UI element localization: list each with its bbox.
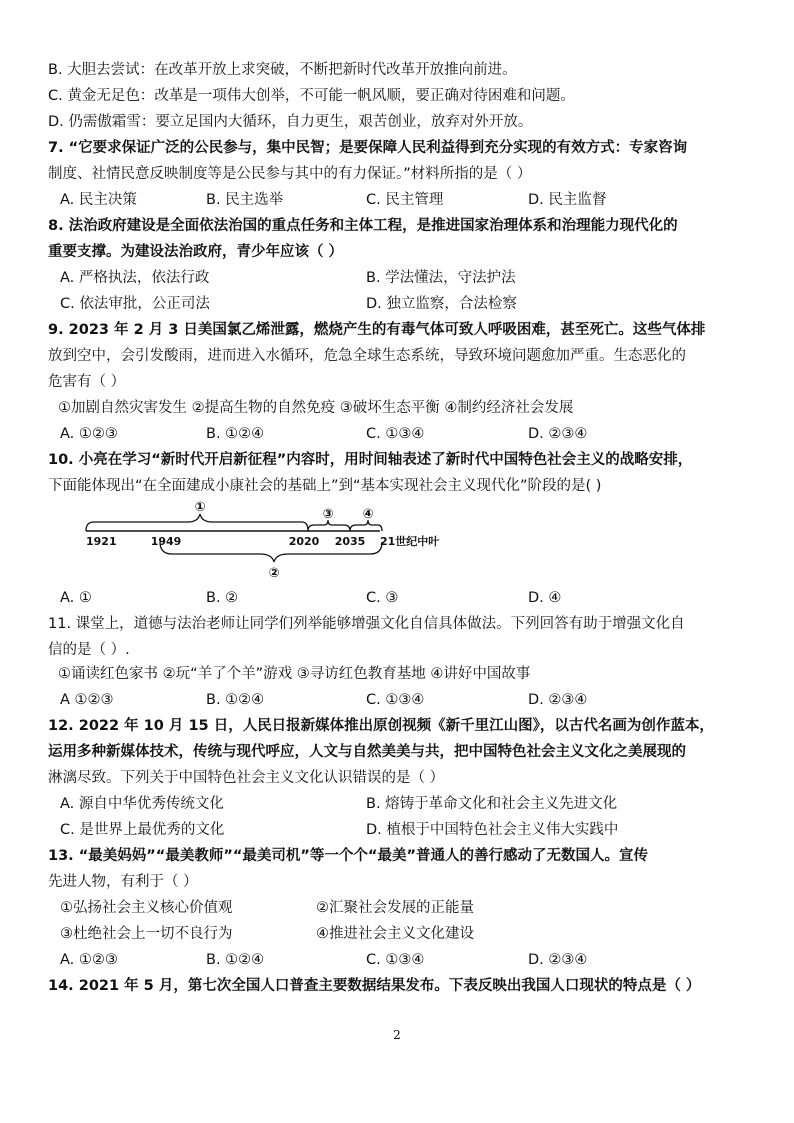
q8-option-a: A. 严格执法，依法行政 bbox=[60, 270, 210, 286]
q7-option-b: B. 民主选举 bbox=[206, 192, 284, 208]
timeline-mark-1: ① bbox=[194, 500, 206, 515]
q10-stem-line-1: 10. 小亮在学习“新时代开启新征程”内容时，用时间轴表述了新时代中国特色社会主义的战略安排， bbox=[48, 452, 693, 468]
q9-stem-line-1: 9. 2023 年 2 月 3 日美国氯乙烯泄露，燃烧产生的有毒气体可致人呼吸困难，甚至死亡。这些气体排 bbox=[48, 322, 706, 338]
q12-option-d: D. 植根于中国特色社会主义伟大实践中 bbox=[366, 822, 619, 838]
q10-option-a: A. ① bbox=[60, 590, 92, 606]
timeline-year-1949: 1949 bbox=[150, 535, 182, 548]
q8-option-b: B. 学法懂法，守法护法 bbox=[366, 270, 516, 286]
q10-option-d: D. ④ bbox=[528, 590, 562, 606]
q13-option-a: A. ①②③ bbox=[60, 952, 118, 968]
q9-option-a: A. ①②③ bbox=[60, 426, 118, 442]
q12-stem-line-2: 运用多种新媒体技术，传统与现代呼应，人文与自然美美与共，把中国特色社会主义文化之美展现的 bbox=[48, 744, 686, 760]
q8-stem-line-2: 重要支撑。为建设法治政府，青少年应该（ ） bbox=[48, 244, 344, 260]
q9-option-c: C. ①③④ bbox=[366, 426, 425, 442]
q6-option-c: C. 黄金无足色：改革是一项伟大创举，不可能一帆风顺，要正确对待困难和问题。 bbox=[48, 88, 575, 104]
q11-option-a: A ①②③ bbox=[60, 692, 114, 708]
q11-statements: ①诵读红色家书 ②玩“羊了个羊”游戏 ③寻访红色教育基地 ④讲好中国故事 bbox=[58, 666, 531, 682]
q12-option-c: C. 是世界上最优秀的文化 bbox=[60, 822, 225, 838]
q12-option-b: B. 熔铸于革命文化和社会主义先进文化 bbox=[366, 796, 618, 812]
q13-statement-2: ②汇聚社会发展的正能量 bbox=[316, 900, 474, 916]
page-number: 2 bbox=[393, 1028, 401, 1042]
q7-stem-line-1: 7. “它要求保证广泛的公民参与，集中民智；是要保障人民利益得到充分实现的有效方式：专家咨询 bbox=[48, 140, 688, 156]
q13-statement-4: ④推进社会主义文化建设 bbox=[316, 926, 474, 942]
q12-option-a: A. 源自中华优秀传统文化 bbox=[60, 796, 224, 812]
q13-option-c: C. ①③④ bbox=[366, 952, 425, 968]
q6-option-b: B. 大胆去尝试：在改革开放上求突破，不断把新时代改革开放推向前进。 bbox=[48, 62, 517, 78]
timeline-mark-2: ② bbox=[268, 566, 280, 581]
q9-stem-line-3: 危害有（ ） bbox=[48, 374, 126, 390]
q8-option-c: C. 依法审批，公正司法 bbox=[60, 296, 210, 312]
q7-option-a: A. 民主决策 bbox=[60, 192, 137, 208]
timeline-year-mid-century: 21世纪中叶 bbox=[380, 535, 440, 548]
q7-option-d: D. 民主监督 bbox=[528, 192, 607, 208]
q10-timeline-diagram bbox=[80, 498, 460, 582]
q13-option-b: B. ①②④ bbox=[206, 952, 265, 968]
q11-stem-line-1: 11. 课堂上，道德与法治老师让同学们列举能够增强文化自信具体做法。下列回答有助于增强文化自 bbox=[48, 616, 685, 632]
q6-option-d: D. 仍需傲霜雪：要立足国内大循环，自力更生，艰苦创业，放弃对外开放。 bbox=[48, 114, 533, 130]
q12-stem-line-1: 12. 2022 年 10 月 15 日，人民日报新媒体推出原创视频《新千里江山图》，以古代名画为创作蓝本， bbox=[48, 718, 714, 734]
q7-option-c: C. 民主管理 bbox=[366, 192, 444, 208]
timeline-mark-4: ④ bbox=[362, 507, 374, 522]
q10-option-b: B. ② bbox=[206, 590, 239, 606]
q11-option-d: D. ②③④ bbox=[528, 692, 588, 708]
q13-statement-3: ③杜绝社会上一切不良行为 bbox=[60, 926, 233, 942]
q13-statement-1: ①弘扬社会主义核心价值观 bbox=[60, 900, 233, 916]
timeline-mark-3: ③ bbox=[322, 507, 334, 522]
timeline-year-2035: 2035 bbox=[334, 535, 366, 548]
brace-1 bbox=[86, 514, 308, 531]
q9-statements: ①加剧自然灾害发生 ②提高生物的自然免疫 ③破坏生态平衡 ④制约经济社会发展 bbox=[58, 400, 574, 416]
timeline-year-1921: 1921 bbox=[86, 535, 117, 548]
q9-stem-line-2: 放到空中，会引发酸雨，进而进入水循环，危急全球生态系统，导致环境问题愈加严重。生态恶化的 bbox=[48, 348, 686, 364]
q8-option-d: D. 独立监察，合法检察 bbox=[366, 296, 517, 312]
timeline-year-2020: 2020 bbox=[288, 535, 320, 548]
q11-option-b: B. ①②④ bbox=[206, 692, 265, 708]
q10-option-c: C. ③ bbox=[366, 590, 399, 606]
q7-stem-line-2: 制度、社情民意反映制度等是公民参与其中的有力保证。”材料所指的是（ ） bbox=[48, 166, 532, 182]
q14-stem-line-1: 14. 2021 年 5 月，第七次全国人口普查主要数据结果发布。下表反映出我国人口现状的特点是（ ） bbox=[48, 978, 701, 994]
q8-stem-line-1: 8. 法治政府建设是全面依法治国的重点任务和主体工程，是推进国家治理体系和治理能力现代化的 bbox=[48, 218, 678, 234]
q9-option-d: D. ②③④ bbox=[528, 426, 588, 442]
q11-option-c: C. ①③④ bbox=[366, 692, 425, 708]
q12-stem-line-3: 淋漓尽致。下列关于中国特色社会主义文化认识错误的是（ ） bbox=[48, 770, 445, 786]
q9-option-b: B. ①②④ bbox=[206, 426, 265, 442]
q13-option-d: D. ②③④ bbox=[528, 952, 588, 968]
q11-stem-line-2: 信的是（ ）. bbox=[48, 642, 130, 658]
q13-stem-line-1: 13. “最美妈妈”“最美教师”“最美司机”等一个个“最美”普通人的善行感动了无数国人。宣传 bbox=[48, 848, 648, 864]
q13-stem-line-2: 先进人物，有利于（ ） bbox=[48, 874, 198, 890]
q10-stem-line-2: 下面能体现出“在全面建成小康社会的基础上”到“基本实现社会主义现代化”阶段的是( ) bbox=[48, 478, 602, 494]
